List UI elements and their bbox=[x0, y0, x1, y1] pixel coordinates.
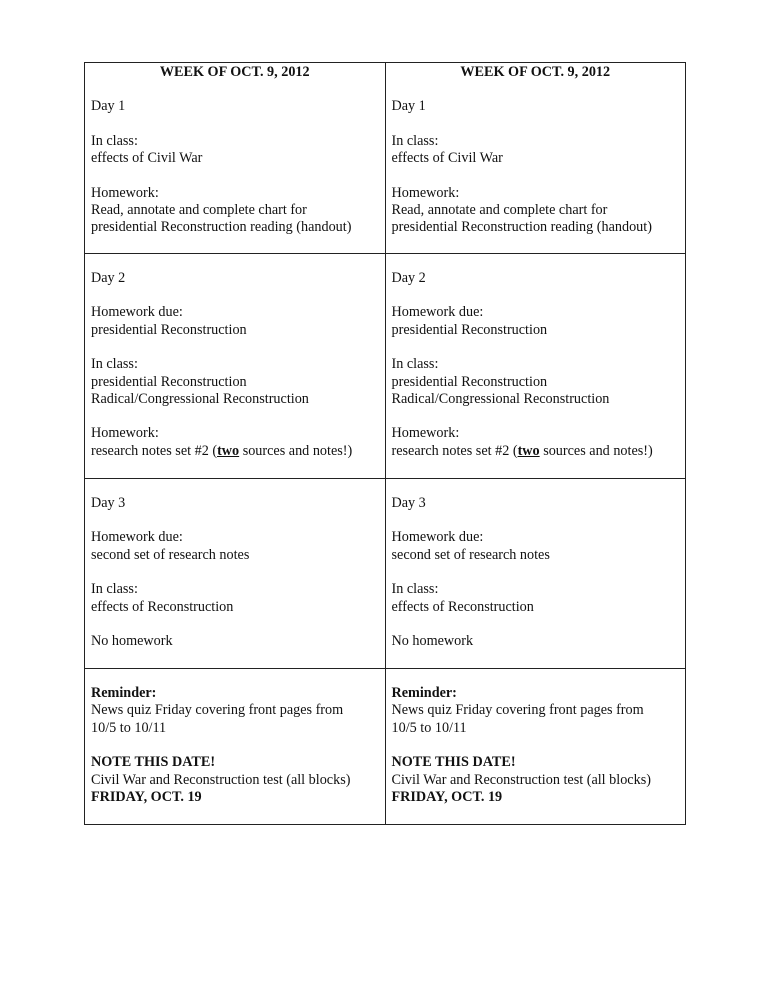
homework-text: Read, annotate and complete chart for bbox=[391, 202, 608, 219]
day2-cell-left bbox=[85, 254, 386, 479]
in-class-label: In class: bbox=[91, 132, 138, 149]
schedule-table bbox=[84, 62, 686, 825]
homework-text: presidential Reconstruction reading (handout) bbox=[391, 219, 652, 236]
reminder-cell-left bbox=[85, 669, 386, 825]
homework-due-label: Homework due: bbox=[391, 529, 484, 546]
homework-due-text: second set of research notes bbox=[91, 546, 250, 563]
day-label: Day 2 bbox=[391, 270, 426, 286]
in-class-label: In class: bbox=[391, 132, 439, 149]
homework-label: Homework: bbox=[91, 425, 159, 442]
reminder-text: News quiz Friday covering front pages from bbox=[91, 702, 344, 719]
homework-due-text: presidential Reconstruction bbox=[91, 321, 247, 338]
week-title: WEEK OF OCT. 9, 2012 bbox=[460, 64, 611, 80]
day-label: Day 1 bbox=[391, 98, 426, 115]
homework-due-label: Homework due: bbox=[91, 529, 183, 546]
emphasis-two: two bbox=[217, 442, 240, 459]
in-class-label: In class: bbox=[391, 581, 439, 598]
in-class-text: effects of Reconstruction bbox=[91, 598, 234, 615]
reminder-label: Reminder: bbox=[91, 685, 157, 701]
emphasis-two: two bbox=[517, 442, 540, 459]
in-class-text: presidential Reconstruction bbox=[391, 373, 548, 390]
homework-due-text: second set of research notes bbox=[391, 546, 550, 563]
day2-cell-right bbox=[385, 254, 686, 479]
homework-text: Read, annotate and complete chart for bbox=[91, 202, 307, 219]
homework-text-end: sources and notes!) bbox=[239, 442, 353, 459]
reminder-text: 10/5 to 10/11 bbox=[391, 719, 467, 736]
reminder-label: Reminder: bbox=[391, 685, 457, 701]
homework-label: Homework: bbox=[391, 184, 460, 201]
week-title: WEEK OF OCT. 9, 2012 bbox=[159, 64, 310, 80]
day1-row bbox=[85, 63, 686, 254]
homework-text-start: research notes set #2 ( bbox=[91, 442, 218, 459]
homework-text-start: research notes set #2 ( bbox=[391, 442, 518, 459]
day3-row bbox=[85, 479, 686, 669]
no-homework-text: No homework bbox=[91, 633, 173, 650]
test-date: FRIDAY, OCT. 19 bbox=[91, 789, 202, 806]
in-class-label: In class: bbox=[91, 581, 138, 598]
in-class-text: effects of Civil War bbox=[391, 150, 503, 167]
reminder-text: News quiz Friday covering front pages from bbox=[391, 702, 644, 719]
day1-cell-left bbox=[85, 63, 386, 254]
in-class-label: In class: bbox=[391, 356, 439, 373]
in-class-text: presidential Reconstruction bbox=[91, 373, 247, 390]
in-class-text: effects of Reconstruction bbox=[391, 598, 534, 615]
in-class-text: Radical/Congressional Reconstruction bbox=[91, 391, 309, 408]
day-label: Day 3 bbox=[91, 495, 126, 511]
test-date: FRIDAY, OCT. 19 bbox=[391, 789, 503, 806]
homework-label: Homework: bbox=[391, 425, 460, 442]
in-class-text: effects of Civil War bbox=[91, 150, 203, 167]
homework-due-text: presidential Reconstruction bbox=[391, 321, 548, 338]
reminder-row bbox=[85, 669, 686, 825]
homework-due-label: Homework due: bbox=[391, 304, 484, 321]
homework-text bbox=[392, 443, 680, 460]
homework-text bbox=[91, 443, 379, 460]
in-class-text: Radical/Congressional Reconstruction bbox=[391, 391, 610, 408]
homework-due-label: Homework due: bbox=[91, 304, 183, 321]
homework-text: presidential Reconstruction reading (handout) bbox=[91, 219, 352, 236]
in-class-label: In class: bbox=[91, 356, 138, 373]
note-date-label: NOTE THIS DATE! bbox=[391, 754, 516, 771]
day2-row bbox=[85, 254, 686, 479]
day-label: Day 1 bbox=[91, 98, 126, 115]
reminder-cell-right bbox=[385, 669, 686, 825]
day1-cell-right bbox=[385, 63, 686, 254]
day3-cell-left bbox=[85, 479, 386, 669]
test-text: Civil War and Reconstruction test (all blocks) bbox=[391, 771, 651, 788]
day-label: Day 2 bbox=[91, 270, 126, 286]
day3-cell-right bbox=[385, 479, 686, 669]
reminder-text: 10/5 to 10/11 bbox=[91, 719, 167, 736]
no-homework-text: No homework bbox=[391, 633, 474, 650]
homework-label: Homework: bbox=[91, 184, 159, 201]
homework-text-end: sources and notes!) bbox=[539, 442, 653, 459]
test-text: Civil War and Reconstruction test (all blocks) bbox=[91, 771, 351, 788]
day-label: Day 3 bbox=[391, 495, 426, 511]
note-date-label: NOTE THIS DATE! bbox=[91, 754, 216, 771]
